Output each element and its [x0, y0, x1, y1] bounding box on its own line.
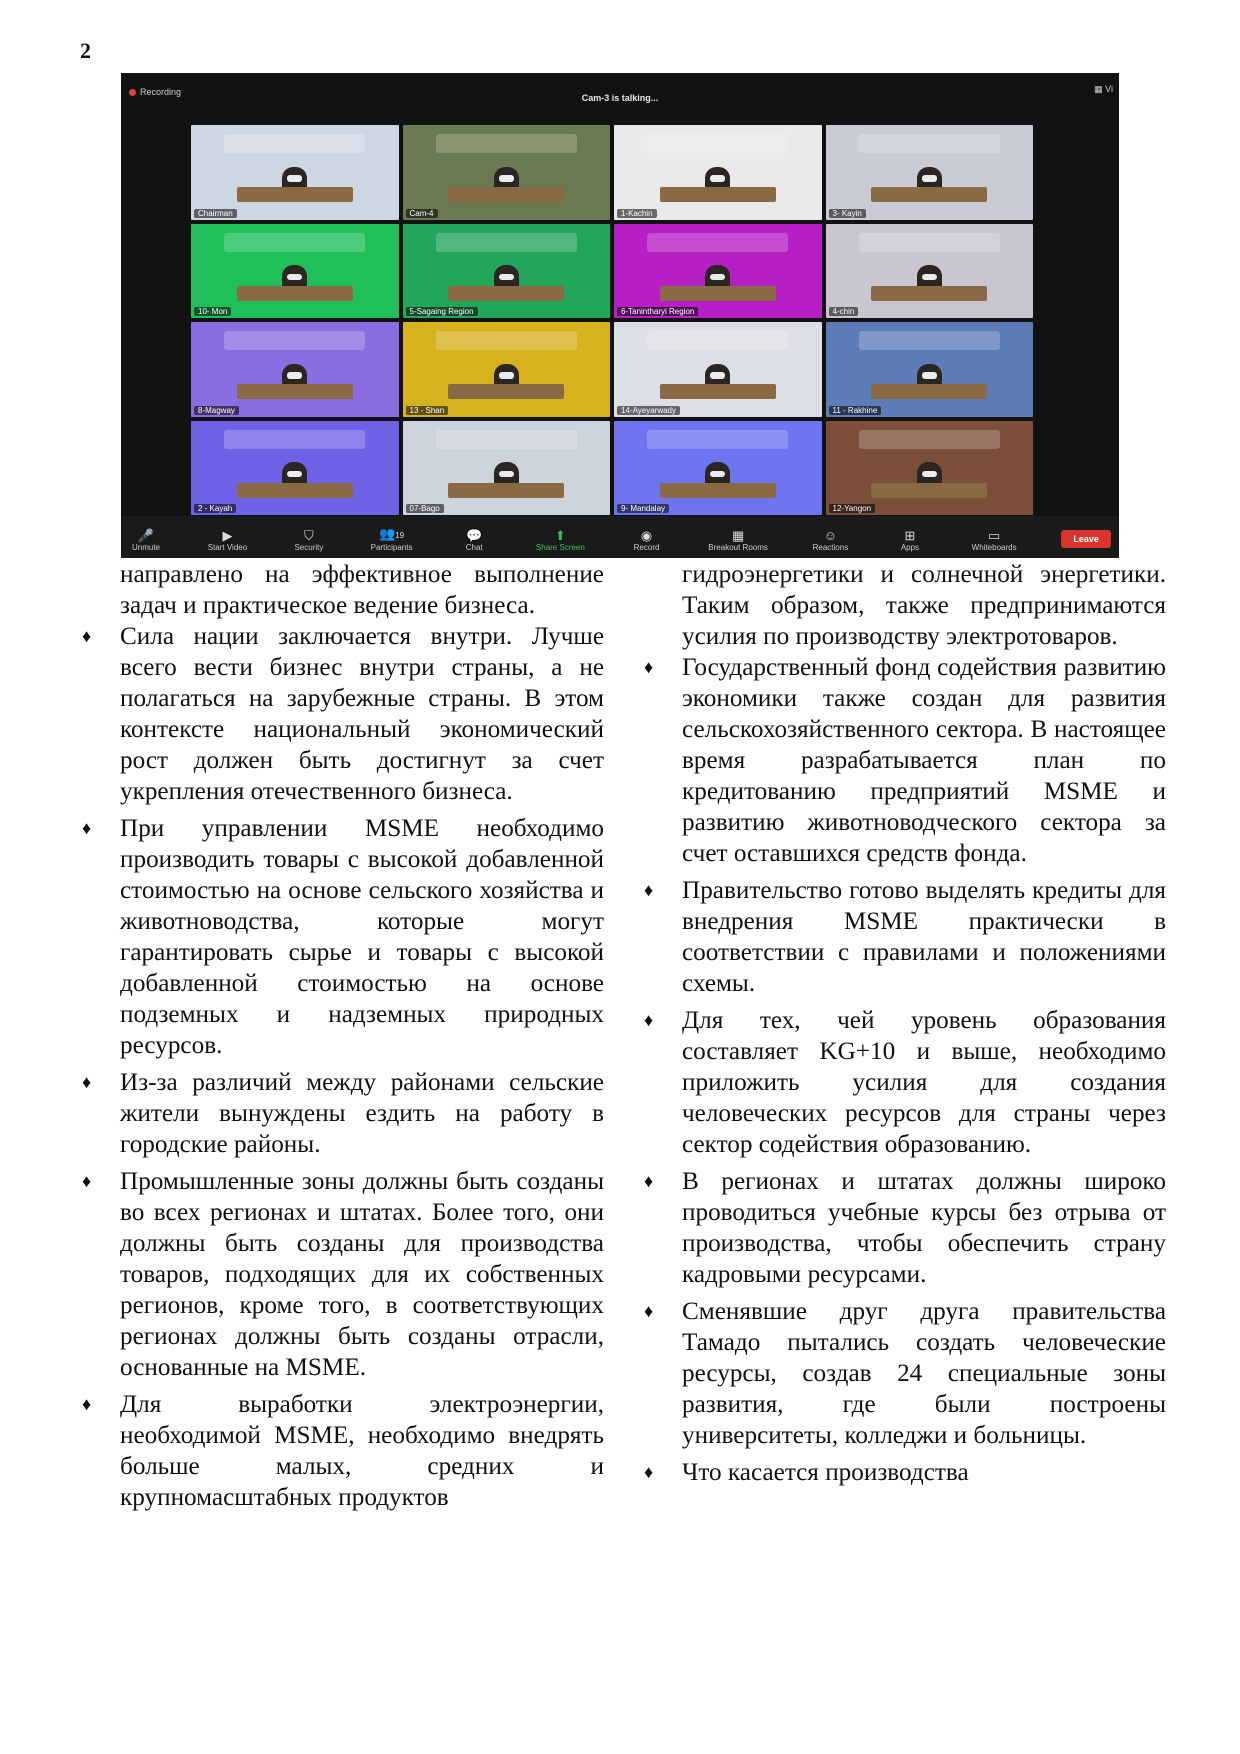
face-mask: [287, 274, 302, 281]
desk: [871, 187, 987, 202]
bullet-diamond-icon: ♦: [644, 1301, 654, 1321]
face-mask: [922, 471, 937, 478]
leave-button[interactable]: Leave: [1061, 530, 1111, 548]
desk: [448, 483, 564, 498]
participant-tile[interactable]: [403, 224, 611, 319]
share-screen-button[interactable]: ⬆ Share Screen: [535, 528, 585, 552]
bullet-diamond-icon: ♦: [644, 1171, 654, 1191]
participant-tile[interactable]: [826, 125, 1034, 220]
bullet-text: Для тех, чей уровень образования составляет KG+10 и выше, необходимо приложить усилия для создания человеческих ресурсов для страны через сектор содействия образованию.: [682, 1007, 1166, 1158]
right-bullet-list: [644, 652, 1166, 1488]
participant-tile[interactable]: [614, 421, 822, 516]
unmute-button[interactable]: 🎤 Unmute: [131, 528, 160, 552]
wall-banner: [859, 233, 1000, 252]
desk: [660, 483, 776, 498]
participant-name-label: 2 - Kayah: [194, 504, 236, 513]
participant-tile[interactable]: [191, 322, 399, 417]
zoom-toolbar: [121, 516, 1119, 558]
face-mask: [499, 175, 514, 182]
wall-banner: [436, 233, 577, 252]
wall-banner: [647, 331, 788, 350]
wall-banner: [859, 134, 1000, 153]
bullet-diamond-icon: ♦: [644, 1462, 654, 1482]
participant-tile[interactable]: [614, 125, 822, 220]
participant-name-label: 4-chin: [829, 307, 859, 316]
bullet-diamond-icon: ♦: [644, 880, 654, 900]
participant-name-label: 6-Tanintharyi Region: [617, 307, 698, 316]
bullet-text: Из-за различий между районами сельские жители вынуждены ездить на работу в городские районы.: [120, 1069, 604, 1158]
participant-name-label: 5-Sagaing Region: [406, 307, 478, 316]
participant-name-label: 12-Yangon: [829, 504, 876, 513]
desk: [237, 384, 353, 399]
face-mask: [499, 372, 514, 379]
reactions-button[interactable]: ☺ Reactions: [812, 528, 849, 552]
wall-banner: [224, 233, 365, 252]
start-video-button[interactable]: ▶ Start Video: [207, 528, 248, 552]
whiteboards-button[interactable]: ▭ Whiteboards: [971, 528, 1017, 552]
bullet-item: [82, 813, 604, 1061]
wall-banner: [224, 430, 365, 449]
desk: [448, 187, 564, 202]
participant-name-label: 8-Magway: [194, 406, 239, 415]
bullet-diamond-icon: ♦: [82, 1394, 92, 1414]
bullet-diamond-icon: ♦: [644, 1010, 654, 1030]
bullet-diamond-icon: ♦: [82, 1171, 92, 1191]
recording-label: Recording: [140, 87, 182, 97]
wall-banner: [436, 331, 577, 350]
face-mask: [287, 471, 302, 478]
face-mask: [287, 372, 302, 379]
desk: [448, 286, 564, 301]
bullet-item: [82, 1389, 604, 1513]
participants-count: 19: [395, 531, 405, 540]
camera-off-icon: ▶: [222, 528, 233, 543]
bullet-diamond-icon: ♦: [82, 626, 92, 646]
whiteboard-icon: ▭: [987, 528, 1001, 543]
participant-name-label: 13 - Shan: [406, 406, 449, 415]
bullet-diamond-icon: ♦: [644, 657, 654, 677]
bullet-item: [644, 875, 1166, 999]
desk: [660, 286, 776, 301]
participant-name-label: 9- Mandalay: [617, 504, 669, 513]
participant-tile[interactable]: [403, 322, 611, 417]
record-icon: ◉: [640, 528, 653, 543]
desk: [237, 187, 353, 202]
desk: [871, 286, 987, 301]
right-continuation-paragraph: гидроэнергетики и солнечной энергетики. Таким образом, также предпринимаются усилия по производству электротоваров.: [682, 561, 1166, 650]
desk: [237, 483, 353, 498]
record-button[interactable]: ◉ Record: [633, 528, 660, 552]
wall-banner: [647, 430, 788, 449]
participant-tile[interactable]: [826, 322, 1034, 417]
left-bullet-list: [82, 621, 604, 1513]
left-intro-paragraph: направлено на эффективное выполнение задач и практическое ведение бизнеса.: [120, 561, 604, 619]
participant-tile[interactable]: [826, 421, 1034, 516]
face-mask: [499, 274, 514, 281]
bullet-text: Правительство готово выделять кредиты для внедрения MSME практически в соответствии с правилами и положениями схемы.: [682, 877, 1166, 997]
wall-banner: [436, 134, 577, 153]
participant-name-label: 14-Ayeyarwady: [617, 406, 680, 415]
breakout-rooms-button[interactable]: ▦ Breakout Rooms: [708, 528, 768, 552]
face-mask: [922, 372, 937, 379]
zoom-top-bar: [121, 73, 1119, 123]
active-speaker-label: Cam-3 is talking...: [581, 93, 659, 103]
chat-button[interactable]: 💬 Chat: [465, 528, 483, 552]
desk: [871, 483, 987, 498]
left-column: [82, 559, 604, 1519]
wall-banner: [859, 331, 1000, 350]
participant-name-label: 07-Bago: [406, 504, 444, 513]
bullet-item: [82, 1166, 604, 1383]
desk: [660, 384, 776, 399]
video-conference-screenshot: [121, 73, 1119, 558]
chat-icon: 💬: [466, 528, 483, 543]
participant-name-label: Cam-4: [406, 209, 438, 218]
desk: [871, 384, 987, 399]
shield-icon: ⛉: [304, 528, 314, 543]
bullet-item: [82, 1067, 604, 1160]
apps-icon: ⊞: [904, 528, 916, 543]
wall-banner: [436, 430, 577, 449]
breakout-rooms-icon: ▦: [731, 528, 745, 543]
participant-tile[interactable]: [403, 125, 611, 220]
participant-tile[interactable]: [614, 322, 822, 417]
participant-tile[interactable]: [191, 224, 399, 319]
participants-icon: 👥19: [378, 526, 405, 541]
bullet-diamond-icon: ♦: [82, 1072, 92, 1092]
wall-banner: [647, 233, 788, 252]
desk: [660, 187, 776, 202]
desk: [448, 384, 564, 399]
participant-name-label: 10- Mon: [194, 307, 231, 316]
bullet-text: В регионах и штатах должны широко проводиться учебные курсы без отрыва от производства, чтобы обеспечить страну кадровыми ресурсами.: [682, 1168, 1166, 1288]
face-mask: [922, 274, 937, 281]
participant-tile[interactable]: [614, 224, 822, 319]
wall-banner: [224, 134, 365, 153]
wall-banner: [224, 331, 365, 350]
bullet-text: При управлении MSME необходимо производить товары с высокой добавленной стоимостью на основе сельского хозяйства и животноводства, которые могут гарантировать сырье и товары с высокой добавленной стоимостью на основе подземных и надземных природных ресурсов.: [120, 815, 604, 1059]
participant-name-label: 3- Kayin: [829, 209, 866, 218]
participant-grid: [191, 125, 1033, 515]
face-mask: [922, 175, 937, 182]
bullet-text: Сменявшие друг друга правительства Тамадо пытались создать человеческие ресурсы, создав 24 специальные зоны развития, где были построены университеты, колледжи и больницы.: [682, 1298, 1166, 1449]
bullet-item: [644, 1005, 1166, 1160]
bullet-text: Промышленные зоны должны быть созданы во всех регионах и штатах. Более того, они должны быть созданы для производства товаров, подходящих для их собственных регионов, кроме того, в соответствующих регионах должны быть созданы отрасли, основанные на MSME.: [120, 1168, 604, 1381]
participant-tile[interactable]: [826, 224, 1034, 319]
grid-icon: ▦: [1094, 84, 1106, 94]
page-number: 2: [80, 38, 91, 63]
bullet-item: [644, 1296, 1166, 1451]
face-mask: [710, 175, 725, 182]
bullet-item: [644, 652, 1166, 869]
bullet-text: Что касается производства: [682, 1459, 969, 1486]
participant-tile[interactable]: [191, 125, 399, 220]
apps-button[interactable]: ⊞ Apps: [900, 528, 920, 552]
bullet-text: Государственный фонд содействия развитию экономики также создан для развития сельскохозяйственного сектора. В настоящее время разрабатывается план по кредитованию предприятий MSME и развитию животноводческого сектора за счет оставшихся средств фонда.: [682, 654, 1166, 867]
participant-tile[interactable]: [191, 421, 399, 516]
view-button[interactable]: ▦ Vi: [1094, 84, 1113, 94]
wall-banner: [859, 430, 1000, 449]
bullet-item: [82, 621, 604, 807]
microphone-muted-icon: 🎤: [137, 528, 155, 543]
bullet-text: Для выработки электроэнергии, необходимой MSME, необходимо внедрять больше малых, средних и крупномасштабных продуктов: [120, 1391, 604, 1511]
bullet-item: [644, 1166, 1166, 1290]
face-mask: [287, 175, 302, 182]
participant-name-label: 11 - Rakhine: [829, 406, 882, 415]
participants-button[interactable]: 👥19 Participants: [370, 526, 413, 552]
participant-name-label: Chairman: [194, 209, 237, 218]
face-mask: [710, 372, 725, 379]
security-button[interactable]: ⛉ Security: [294, 528, 324, 552]
bullet-diamond-icon: ♦: [82, 818, 92, 838]
desk: [237, 286, 353, 301]
share-screen-icon: ⬆: [554, 528, 566, 543]
face-mask: [710, 274, 725, 281]
participant-tile[interactable]: [403, 421, 611, 516]
face-mask: [710, 471, 725, 478]
right-column: [644, 559, 1166, 1494]
face-mask: [499, 471, 514, 478]
bullet-text: Сила нации заключается внутри. Лучше всего вести бизнес внутри страны, а не полагаться на зарубежные страны. В этом контексте национальный экономический рост должен быть достигнут за счет укрепления отечественного бизнеса.: [120, 623, 604, 805]
bullet-item: [644, 1457, 1166, 1488]
smiley-icon: ☺: [823, 528, 838, 543]
participant-name-label: 1-Kachin: [617, 209, 657, 218]
wall-banner: [647, 134, 788, 153]
